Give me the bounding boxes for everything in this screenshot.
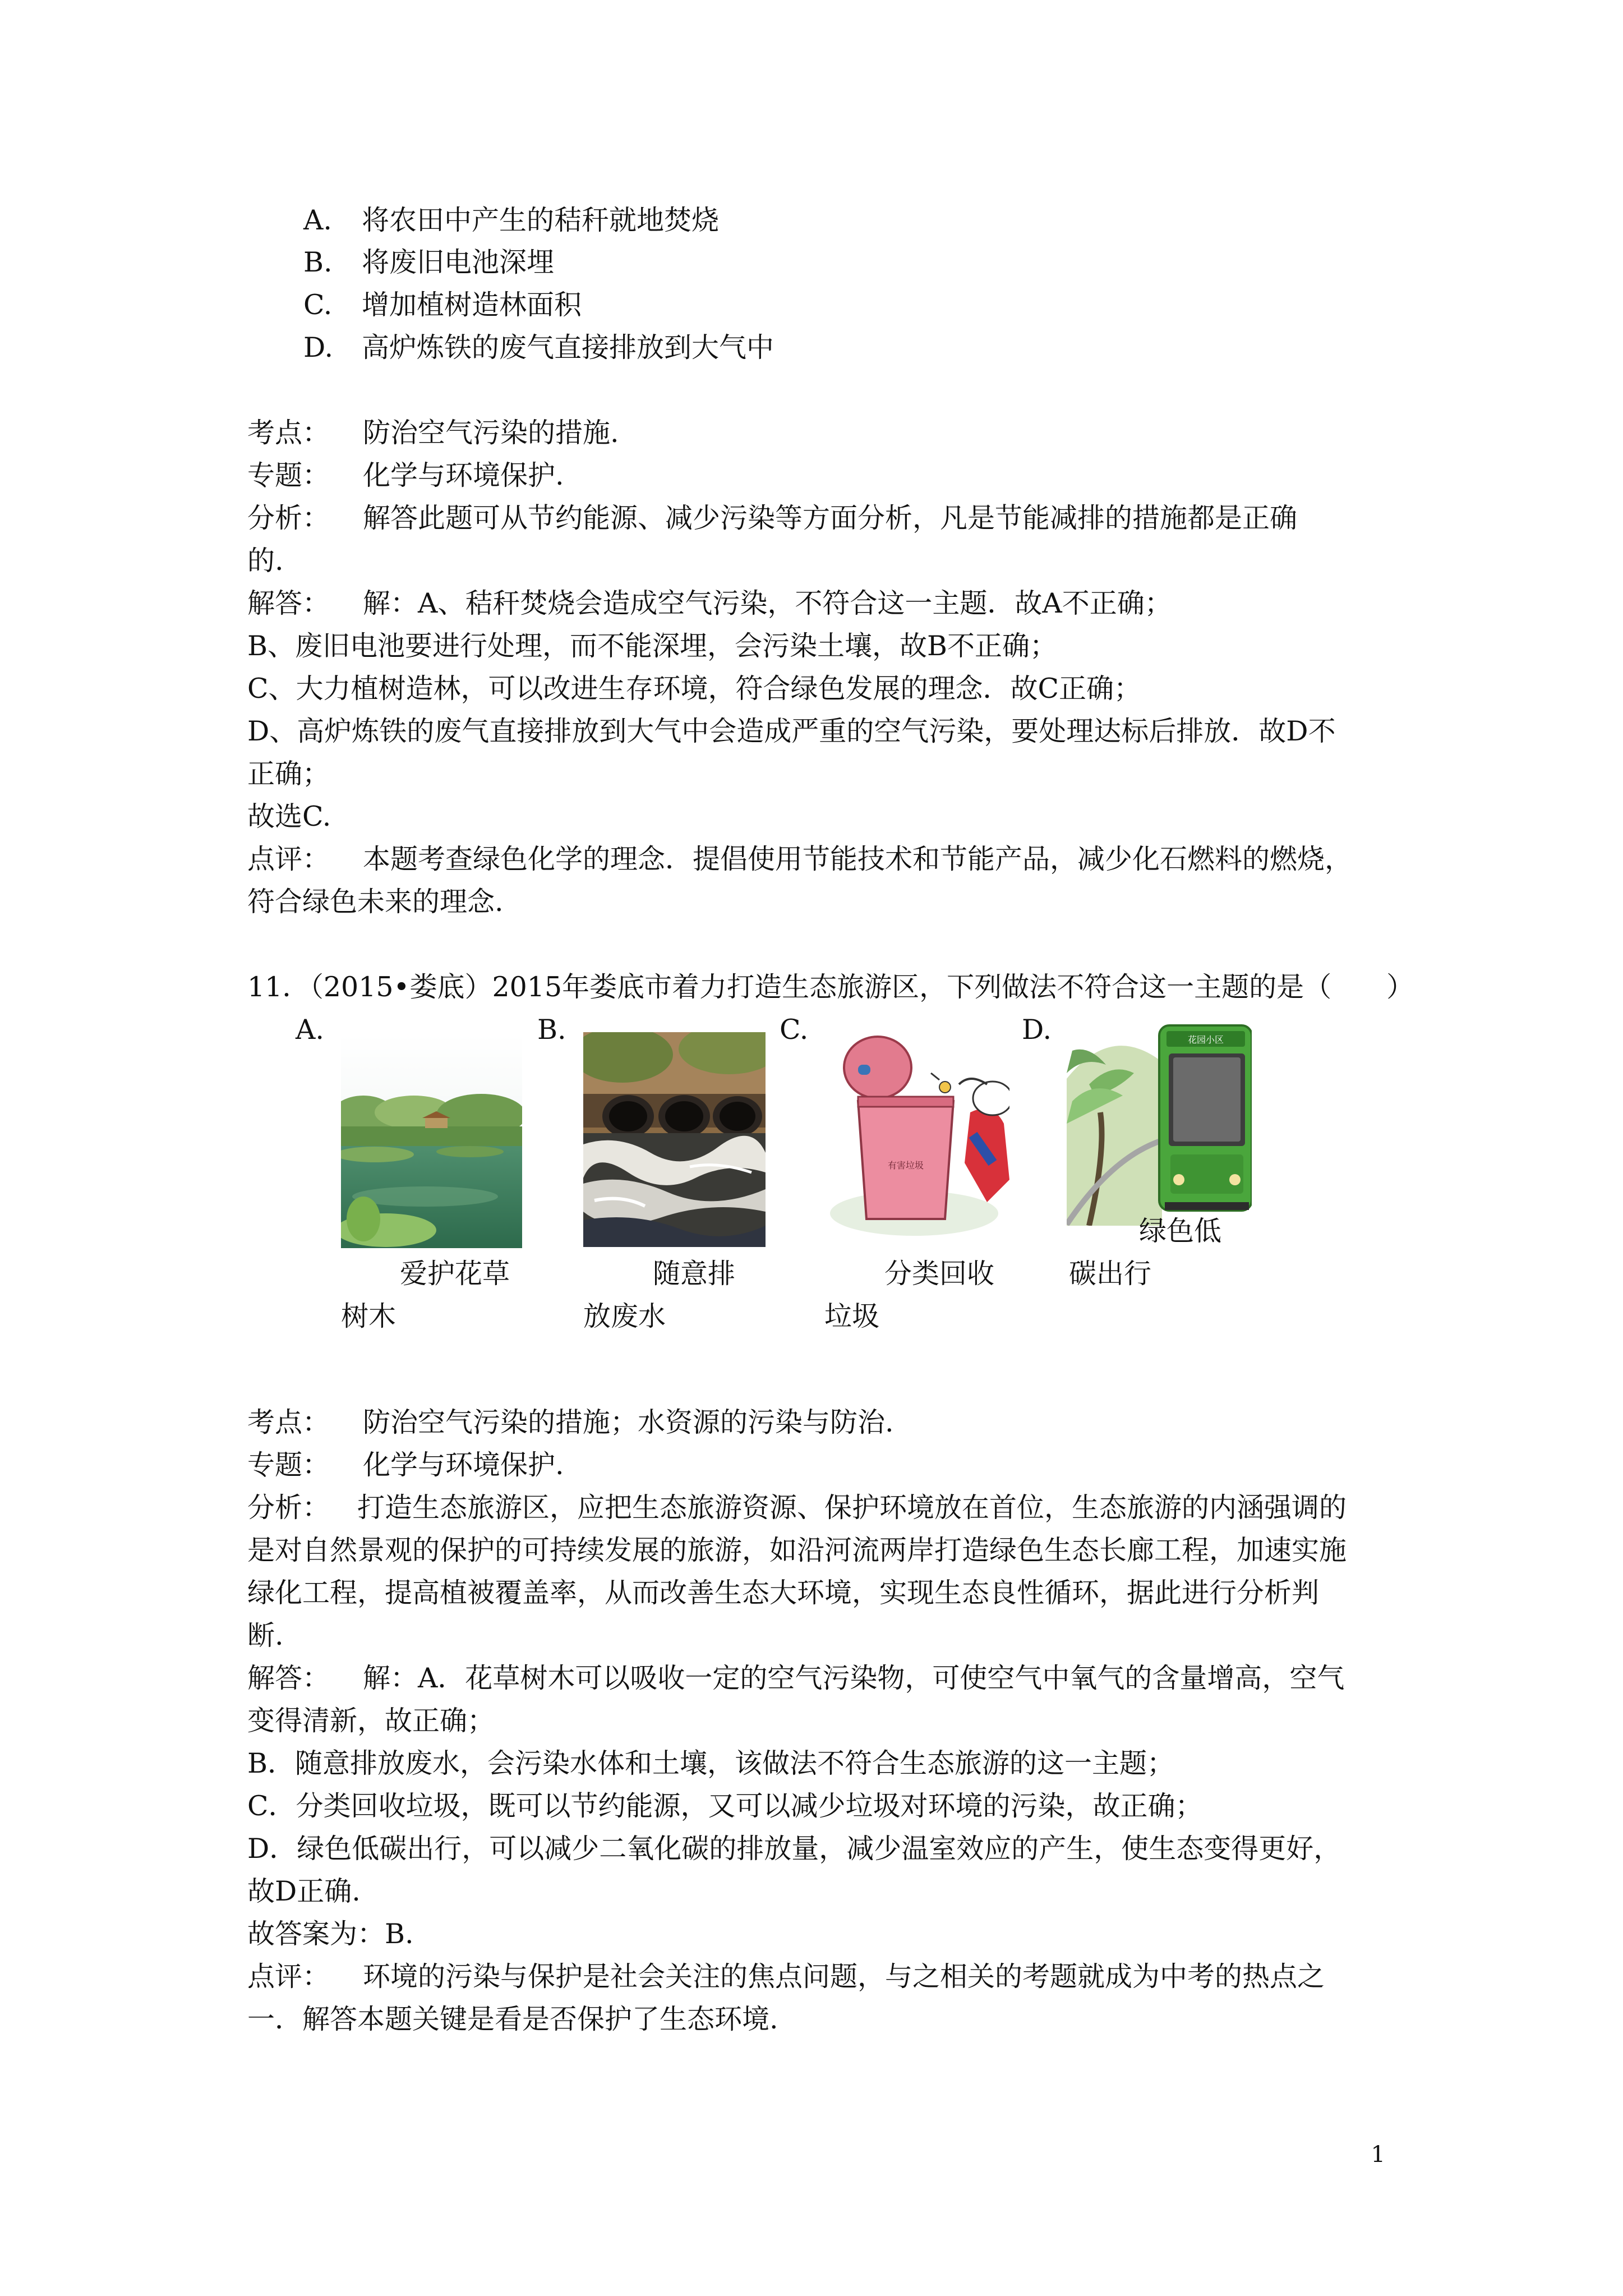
q10-dianping-cont: 符合绿色未来的理念.: [247, 886, 504, 918]
q10-jieda-c: C、大力植树造林，可以改进生存环境，符合绿色发展的理念．故C正确；: [247, 673, 1141, 705]
q11-stem: 11．（2015•娄底）2015年娄底市着力打造生态旅游区，下列做法不符合这一主题的是（ ）: [247, 971, 1414, 1003]
green-bus-picture: [1067, 1011, 1252, 1226]
q11-option-a-caption-1: 爱护花草: [400, 1258, 510, 1290]
q11-option-c-caption-1: 分类回收: [884, 1258, 995, 1290]
q11-option-d-caption-2: 碳出行: [1069, 1258, 1152, 1290]
q10-zhuanti: 专题： 化学与环境保护.: [247, 459, 564, 491]
waste-water-pipes-picture: [583, 1032, 766, 1247]
q11-fenxi-3: 绿化工程，提高植被覆盖率，从而改善生态大环境，实现生态良性循环，据此进行分析判: [247, 1577, 1320, 1609]
q10-option-d: D. 高炉炼铁的废气直接排放到大气中: [303, 332, 774, 364]
q11-fenxi: 分析： 打造生态旅游区，应把生态旅游资源、保护环境放在首位，生态旅游的内涵强调的: [247, 1492, 1347, 1524]
q11-answer: 故答案为：B.: [247, 1918, 414, 1950]
q11-option-b-label: B.: [537, 1014, 566, 1046]
page-number: 1: [1371, 2142, 1385, 2168]
q11-dianping: 点评： 环境的污染与保护是社会关注的焦点问题，与之相关的考题就成为中考的热点之: [247, 1961, 1325, 1993]
q11-jieda-b: B．随意排放废水，会污染水体和土壤，该做法不符合生态旅游的这一主题；: [247, 1747, 1175, 1779]
q11-jieda: 解答： 解：A．花草树木可以吸收一定的空气污染物，可使空气中氧气的含量增高，空气: [247, 1662, 1345, 1694]
q10-jieda-d: D、高炉炼铁的废气直接排放到大气中会造成严重的空气污染，要处理达标后排放．故D不: [247, 715, 1336, 747]
q10-option-c: C. 增加植树造林面积: [303, 289, 582, 321]
bus-sign: 花园小区: [1187, 1036, 1224, 1045]
q11-option-c-label: C.: [780, 1014, 809, 1046]
q11-kaodian: 考点： 防治空气污染的措施；水资源的污染与防治.: [247, 1406, 894, 1438]
q11-jieda-d: D．绿色低碳出行，可以减少二氧化碳的排放量，减少温室效应的产生，使生态变得更好，: [247, 1833, 1341, 1865]
q10-dianping: 点评： 本题考查绿色化学的理念．提倡使用节能技术和节能产品，减少化石燃料的燃烧，: [247, 843, 1353, 875]
q11-jieda-d-cont: 故D正确.: [247, 1875, 361, 1907]
q11-option-c-caption-2: 垃圾: [824, 1300, 880, 1332]
waste-water-image: [583, 1032, 766, 1247]
q11-option-a-caption-2: 树木: [341, 1300, 396, 1332]
q10-option-b: B. 将废旧电池深埋: [303, 246, 555, 278]
sorting-trash-bin-picture: [824, 1034, 1009, 1248]
q10-jieda-b: B、废旧电池要进行处理，而不能深埋，会污染土壤，故B不正确；: [247, 630, 1058, 662]
q10-fenxi: 分析： 解答此题可从节约能源、减少污染等方面分析，凡是节能减排的措施都是正确: [247, 502, 1298, 534]
q11-option-d-label: D.: [1022, 1014, 1052, 1046]
q11-option-b-caption-2: 放废水: [583, 1300, 666, 1332]
q10-kaodian: 考点： 防治空气污染的措施.: [247, 417, 619, 449]
q11-dianping-cont: 一．解答本题关键是看是否保护了生态环境.: [247, 2003, 778, 2035]
q11-option-d-caption-1: 绿色低: [1139, 1215, 1222, 1247]
lake-park-picture: [341, 1034, 522, 1248]
lake-park-image: [341, 1034, 522, 1248]
trash-bin-image: [824, 1034, 1009, 1248]
q10-fenxi-cont: 的.: [247, 545, 284, 577]
q10-option-a: A. 将农田中产生的秸秆就地焚烧: [303, 204, 720, 236]
q11-fenxi-4: 断.: [247, 1619, 284, 1651]
q11-zhuanti: 专题： 化学与环境保护.: [247, 1449, 564, 1481]
q11-fenxi-2: 是对自然景观的保护的可持续发展的旅游，如沿河流两岸打造绿色生态长廊工程，加速实施: [247, 1534, 1347, 1566]
q11-jieda-c: C．分类回收垃圾，既可以节约能源，又可以减少垃圾对环境的污染，故正确；: [247, 1790, 1203, 1822]
q10-jieda: 解答： 解：A、秸秆焚烧会造成空气污染，不符合这一主题．故A不正确；: [247, 587, 1172, 619]
q11-jieda-2: 变得清新，故正确；: [247, 1705, 495, 1737]
green-bus-image: [1067, 1011, 1252, 1226]
bin-label: 有害垃圾: [887, 1161, 924, 1171]
q11-option-a-label: A.: [296, 1014, 324, 1046]
q10-answer: 故选C.: [247, 800, 331, 832]
q10-jieda-d-cont: 正确；: [247, 758, 330, 790]
q11-option-b-caption-1: 随意排: [653, 1258, 736, 1290]
